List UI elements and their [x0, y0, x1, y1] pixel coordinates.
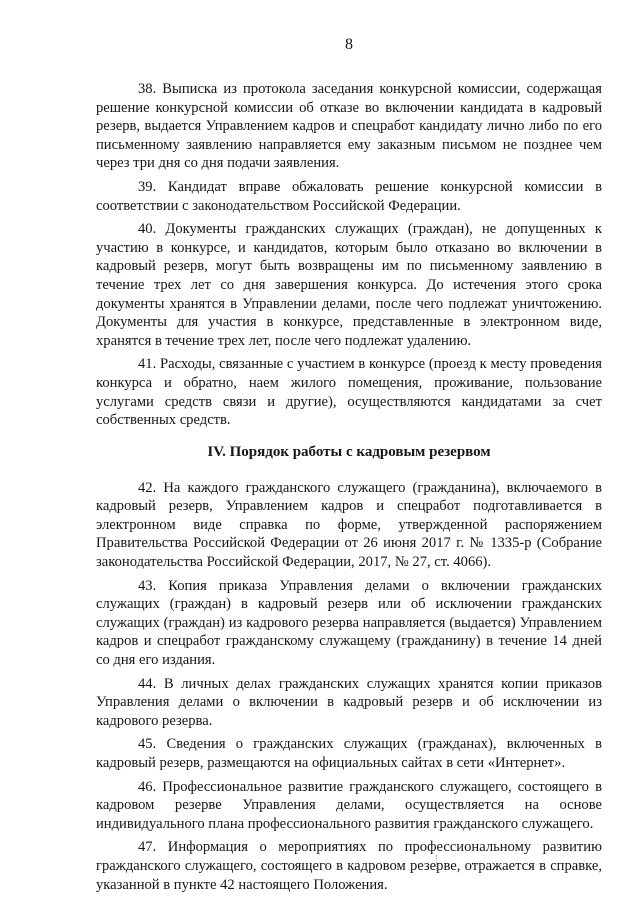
paragraph-43: 43. Копия приказа Управления делами о включении гражданских служащих (граждан) в кадровый резерв или об исключении гражданских служащих (граждан) из кадрового резерва направляется (выдается) Управлением кадров и спецработ гражданскому служащему (гражданину) в течение 14 дней со дня его издания.	[96, 577, 602, 669]
scan-artifact-mark	[436, 855, 438, 873]
paragraph-41: 41. Расходы, связанные с участием в конкурсе (проезд к месту проведения конкурса и обратно, наем жилого помещения, проживание, пользование услугами средств связи и другие), осуществляются кандидатами за счет собственных средств.	[96, 356, 602, 429]
paragraph-40: 40. Документы гражданских служащих (граждан), не допущенных к участию в конкурсе, и кандидатов, которым было отказано во включении в кадровый резерв, могут быть возвращены им по письменному заявлению в течение трех лет со дня завершения конкурса. До истечения этого срока документы хранятся в Управлении делами, после чего подлежат уничтожению. Документы для участия в конкурсе, представленные в электронном виде, хранятся в течение трех лет, после чего подлежат удалению.	[96, 221, 602, 349]
section-heading: IV. Порядок работы с кадровым резервом	[207, 443, 491, 460]
page-number: 8	[345, 36, 353, 53]
paragraph-46: 46. Профессиональное развитие гражданского служащего, состоящего в кадровом резерве Управления делами, осуществляется на основе индивидуального плана профессионального развития гражданского служащего.	[96, 778, 602, 832]
paragraph-39: 39. Кандидат вправе обжаловать решение конкурсной комиссии в соответствии с законодательством Российской Федерации.	[96, 178, 602, 214]
paragraph-42: 42. На каждого гражданского служащего (гражданина), включаемого в кадровый резерв, Управлением кадров и спецработ подготавливается в электронном виде справка по форме, утвержденной распоряжением Правительства Российской Федерации от 26 июня 2017 г. № 1335-р (Собрание законодательства Российской Федерации, 2017, № 27, ст. 4066).	[96, 479, 602, 571]
paragraph-45: 45. Сведения о гражданских служащих (гражданах), включенных в кадровый резерв, размещаются на официальных сайтах в сети «Интернет».	[96, 736, 602, 771]
paragraph-38: 38. Выписка из протокола заседания конкурсной комиссии, содержащая решение конкурсной комиссии об отказе во включении кандидата в кадровый резерв, выдается Управлением кадров и спецработ кандидату лично либо по его письменному заявлению направляется ему заказным письмом не позднее чем через три дня со дня подачи заявления.	[96, 81, 602, 172]
paragraph-47: 47. Информация о мероприятиях по профессиональному развитию гражданского служащего, состоящего в кадровом резерве, отражается в справке, указанной в пункте 42 настоящего Положения.	[96, 839, 602, 893]
paragraph-44: 44. В личных делах гражданских служащих хранятся копии приказов Управления делами о включении в кадровый резерв и об исключении из кадрового резерва.	[96, 675, 602, 729]
